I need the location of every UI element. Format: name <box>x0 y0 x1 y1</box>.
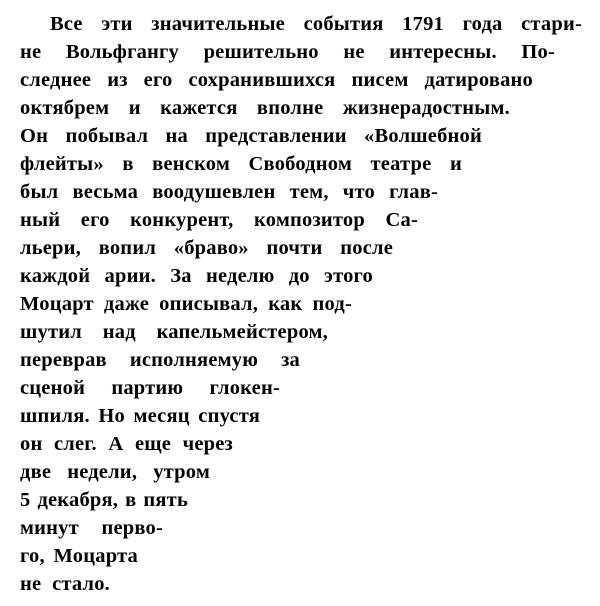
text-line: переврав исполняемую за <box>20 349 300 371</box>
text-line: Все эти значительные события 1791 года стари- <box>50 13 582 35</box>
text-line: флейты» в венском Свободном театре и <box>20 153 462 175</box>
text-line: Моцарт даже описывал, как под- <box>20 293 352 315</box>
text-line: шпиля. Но месяц спустя <box>20 405 260 427</box>
text-line: шутил над капельмейстером, <box>20 321 328 343</box>
text-line: го, Моцарта <box>20 545 138 567</box>
text-line: льери, вопил «браво» почти после <box>20 237 393 259</box>
text-line: он слег. А еще через <box>20 433 233 455</box>
text-line: ный его конкурент, композитор Са- <box>20 209 418 231</box>
text-line: две недели, утром <box>20 461 210 483</box>
text-line: был весьма воодушевлен тем, что глав- <box>20 181 438 203</box>
text-line: минут перво- <box>20 517 163 539</box>
text-line: не Вольфгангу решительно не интересны. По- <box>20 41 555 63</box>
text-line: октябрем и кажется вполне жизнерадостным. <box>20 97 510 119</box>
text-line: сценой партию глокен- <box>20 377 280 399</box>
text-line: 5 декабря, в пять <box>20 489 188 511</box>
text-line: каждой арии. За неделю до этого <box>20 265 373 287</box>
text-line: следнее из его сохранившихся писем датировано <box>20 69 533 91</box>
text-line: Он побывал на представлении «Волшебной <box>20 125 482 147</box>
text-line: не стало. <box>20 573 110 595</box>
